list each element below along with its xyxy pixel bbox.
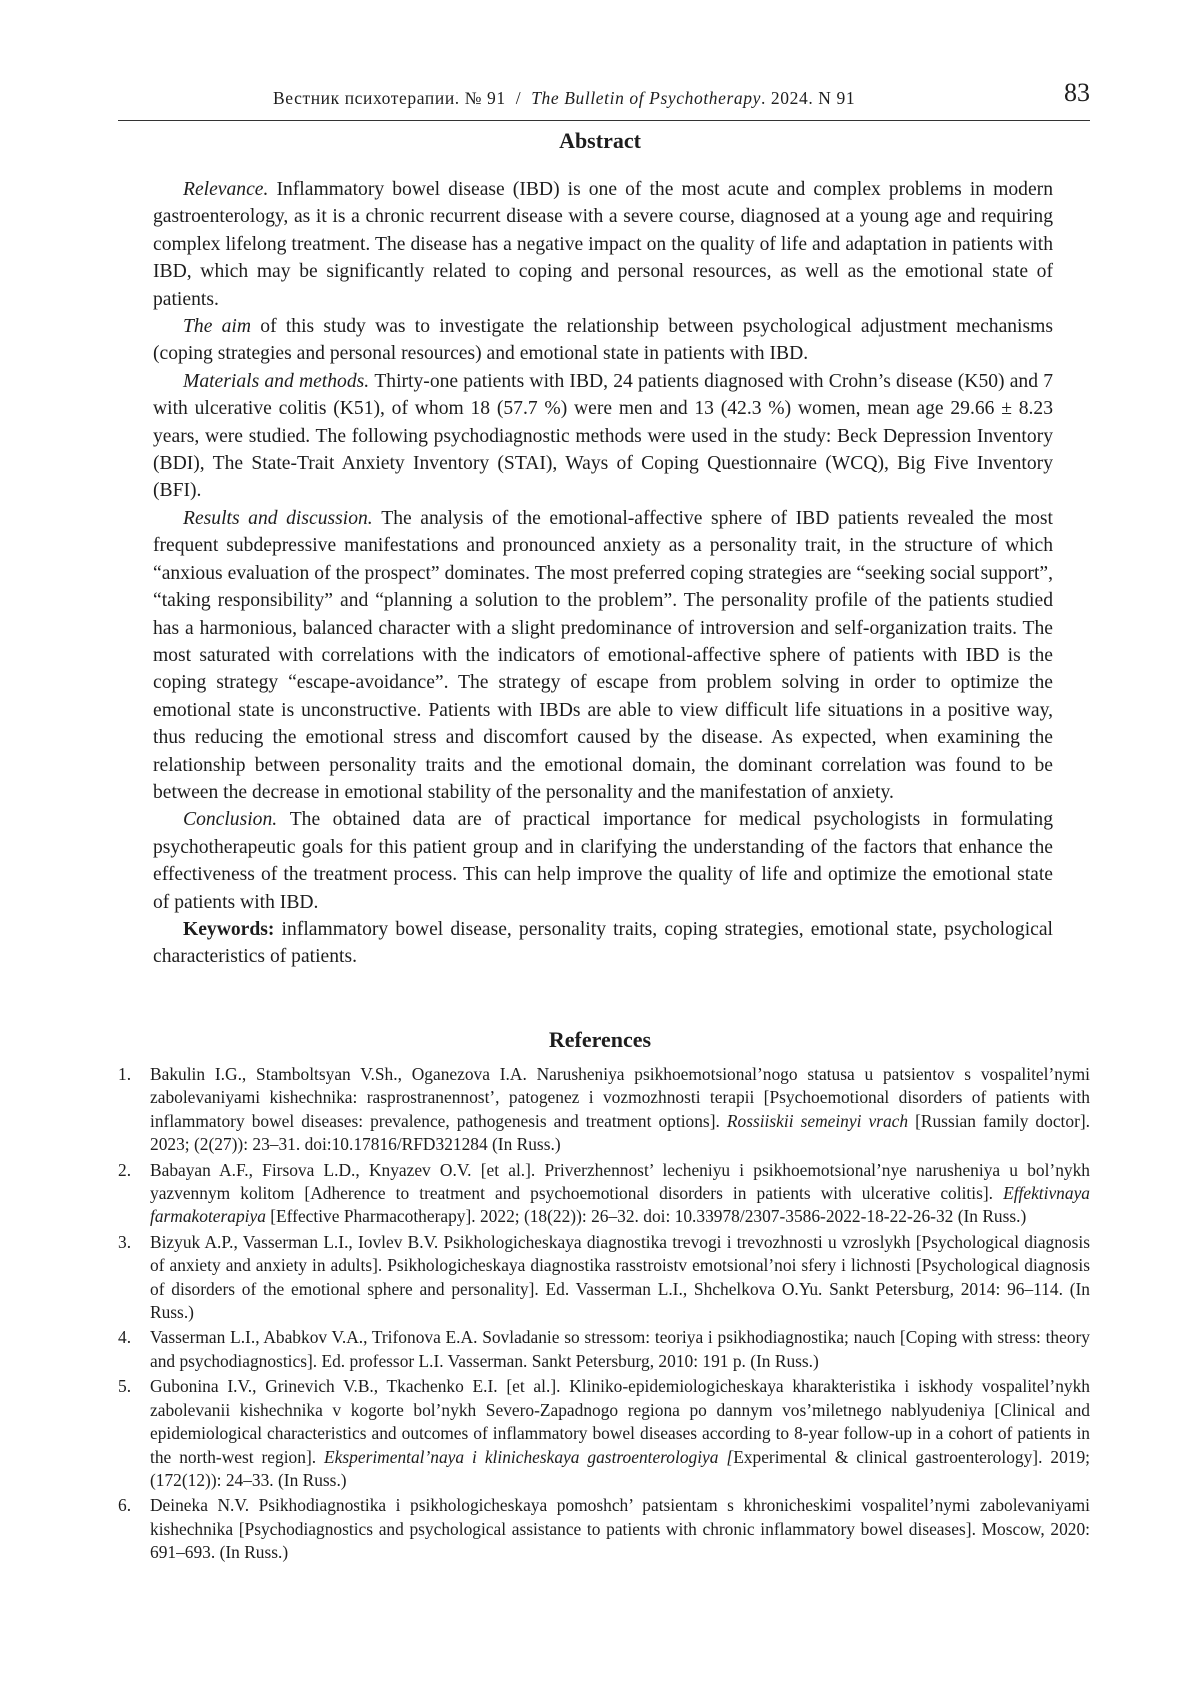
- reference-details: Experimental & clinical gastroenterology]. 2019; (172(12)): 24–33. (In Russ.): [150, 1446, 1090, 1490]
- reference-item: [118, 1494, 1090, 1564]
- page-header: [118, 78, 1090, 121]
- reference-number: 6.: [118, 1495, 132, 1516]
- keywords-label: Keywords:: [183, 918, 275, 940]
- abstract-lead: Relevance.: [183, 179, 277, 200]
- reference-item: [118, 1063, 1090, 1157]
- abstract-text: of this study was to investigate the relationship between psychological adjustment mechanisms (coping strategies and personal resources) and emotional state in patients with IBD.: [153, 316, 1053, 365]
- abstract-text: The analysis of the emotional-affective sphere of IBD patients revealed the most frequent subdepressive manifestations and pronounced anxiety as a personality trait, in the structure of which “anxious evaluation of the prospect” dominates. The most preferred coping strategies are “seeking social support”, “taking responsibility” and “planning a solution to the problem”. The personality profile of the patients studied has a harmonious, balanced character with a slight predominance of introversion and self-organization traits. The most saturated with correlations with the indicators of emotional-affective sphere of patients with IBD is the coping strategy “escape-avoidance”. The strategy of escape from problem solving in order to optimize the emotional state is unconstructive. Patients with IBDs are able to view difficult life situations in a positive way, thus reducing the emotional stress and discomfort caused by the disease. As expected, when examining the relationship between personality traits and the emotional domain, the dominant correlation was found to be between the decrease in emotional stability of the personality and the manifestation of anxiety.: [153, 507, 1053, 803]
- page-number: 83: [1064, 78, 1090, 107]
- abstract-text: Thirty-one patients with IBD, 24 patients diagnosed with Crohn’s disease (K50) and 7 with ulcerative colitis (K51), of whom 18 (57.7 %) were men and 13 (42.3 %) women, mean age 29.66 ± 8.23 years, were studied. The following psychodiagnostic methods were used in the study: Beck Depression Inventory (BDI), The State-Trait Anxiety Inventory (STAI), Ways of Coping Questionnaire (WCQ), Big Five Inventory (BFI).: [153, 370, 1054, 502]
- header-separator: /: [515, 88, 522, 108]
- references-list: [118, 1063, 1090, 1567]
- journal-title-ru: Вестник психотерапии. № 91: [273, 88, 506, 108]
- reference-number: 2.: [118, 1159, 132, 1180]
- reference-number: 5.: [118, 1376, 132, 1397]
- journal-title-en: The Bulletin of Psychotherapy: [531, 88, 761, 108]
- reference-text: Bakulin I.G., Stamboltsyan V.Sh., Oganezova I.A. Narusheniya psikhoemotsional’nogo statusa u patsientov s vospalitel’nymi zabolevaniyami kishechnika: rasprostranennost’, patogenez i vozmozhnosti terapii [Psychoemotional disorders of patients with inflammatory bowel diseases: prevalence, pathogenesis and treatment options].: [150, 1064, 1090, 1131]
- reference-number: 4.: [118, 1327, 132, 1348]
- abstract-text: Inflammatory bowel disease (IBD) is one of the most acute and complex problems in modern gastroenterology, as it is a chronic recurrent disease with a severe course, diagnosed at a young age and requiring complex lifelong treatment. The disease has a negative impact on the quality of life and adaptation in patients with IBD, which may be significantly related to coping and personal resources, as well as the emotional state of patients.: [153, 179, 1053, 310]
- reference-text: Deineka N.V. Psikhodiagnostika i psikhologicheskaya pomoshch’ patsientam s khronicheskimi vospalitel’nymi zabolevaniyami kishechnika [Psychodiagnostics and psychological assistance to patients with chronic inflammatory bowel diseases]. Moscow, 2020: 691–693. (In Russ.): [150, 1495, 1090, 1563]
- references-title: References: [548, 1027, 652, 1052]
- keywords-paragraph: [153, 916, 1053, 971]
- running-head: [273, 88, 855, 109]
- keywords-text: inflammatory bowel disease, personality traits, coping strategies, emotional state, psychological characteristics of patients.: [153, 918, 1053, 968]
- reference-text: Vasserman L.I., Ababkov V.A., Trifonova E.A. Sovladanie so stressom: teoriya i psikhodiagnostika; nauch [Coping with stress: theory and psychodiagnostics]. Ed. professor L.I. Vasserman. Sankt Petersburg, 2010: 191 p. (In Russ.): [150, 1327, 1090, 1371]
- abstract-paragraph-relevance: [153, 176, 1053, 313]
- reference-item: [118, 1231, 1090, 1325]
- reference-source: Eksperimental’naya i klinicheskaya gastroenterologiya [: [324, 1446, 734, 1467]
- abstract-lead: Materials and methods.: [183, 370, 375, 392]
- reference-source: Effektivnaya farmakoterapiya: [150, 1183, 1090, 1227]
- reference-item: [118, 1326, 1090, 1373]
- abstract-lead: Results and discussion.: [183, 507, 382, 529]
- abstract-paragraph-methods: [153, 368, 1053, 505]
- reference-details: [Effective Pharmacotherapy]. 2022; (18(22)): 26–32. doi: 10.33978/2307-3586-2022-18-22-26-32 (In Russ.): [265, 1206, 1027, 1227]
- reference-text: Bizyuk A.P., Vasserman L.I., Iovlev B.V. Psikhologicheskaya diagnostika trevogi i trevozhnosti u vzroslykh [Psychological diagnosis of anxiety and anxiety in adults]. Psikhologicheskaya diagnostika rasstroistv emotsional’noi sfery i lichnosti [Psychological diagnosis of disorders of the emotional sphere and personality]. Ed. Vasserman L.I., Shchelkova O.Yu. Sankt Petersburg, 2014: 96–114. (In Russ.): [150, 1231, 1090, 1323]
- abstract-text: The obtained data are of practical importance for medical psychologists in formulating psychotherapeutic goals for this patient group and in clarifying the understanding of the factors that enhance the effectiveness of the treatment process. This can help improve the quality of life and optimize the emotional state of patients with IBD.: [153, 809, 1054, 913]
- reference-item: [118, 1159, 1090, 1229]
- reference-item: [118, 1375, 1090, 1492]
- journal-year-issue: . 2024. N 91: [760, 88, 856, 108]
- abstract-title: Abstract: [559, 128, 641, 153]
- reference-text: Babayan A.F., Firsova L.D., Knyazev O.V. [et al.]. Priverzhennost’ lecheniyu i psikhoemotsional’nye narusheniya u bol’nykh yazvennym kolitom [Adherence to treatment and psychoemotional disorders in patients with ulcerative colitis].: [150, 1159, 1090, 1204]
- abstract-paragraph-conclusion: [153, 806, 1053, 916]
- abstract-lead: The aim: [183, 316, 252, 338]
- abstract-lead: Conclusion.: [183, 809, 290, 831]
- abstract-body: [153, 176, 1053, 971]
- abstract-paragraph-results: [153, 505, 1053, 806]
- reference-number: 1.: [118, 1064, 132, 1084]
- reference-number: 3.: [118, 1231, 132, 1252]
- reference-details: [Russian family doctor]. 2023; (2(27)): 23–31. doi:10.17816/RFD321284 (In Russ.): [150, 1110, 1090, 1155]
- abstract-paragraph-aim: [153, 313, 1053, 368]
- reference-text: Gubonina I.V., Grinevich V.B., Tkachenko E.I. [et al.]. Kliniko-epidemiologicheskaya kharakteristika i iskhody vospalitel’nykh zabolevanii kishechnika v kogorte bol’nykh Severo-Zapadnogo regiona po dannym vos’miletnego nablyudeniya [Clinical and epidemiological characteristics and outcomes of inflammatory bowel diseases according to 8-year follow-up in a cohort of patients in the north-west region].: [150, 1376, 1090, 1467]
- reference-source: Rossiiskii semeinyi vrach: [726, 1110, 909, 1131]
